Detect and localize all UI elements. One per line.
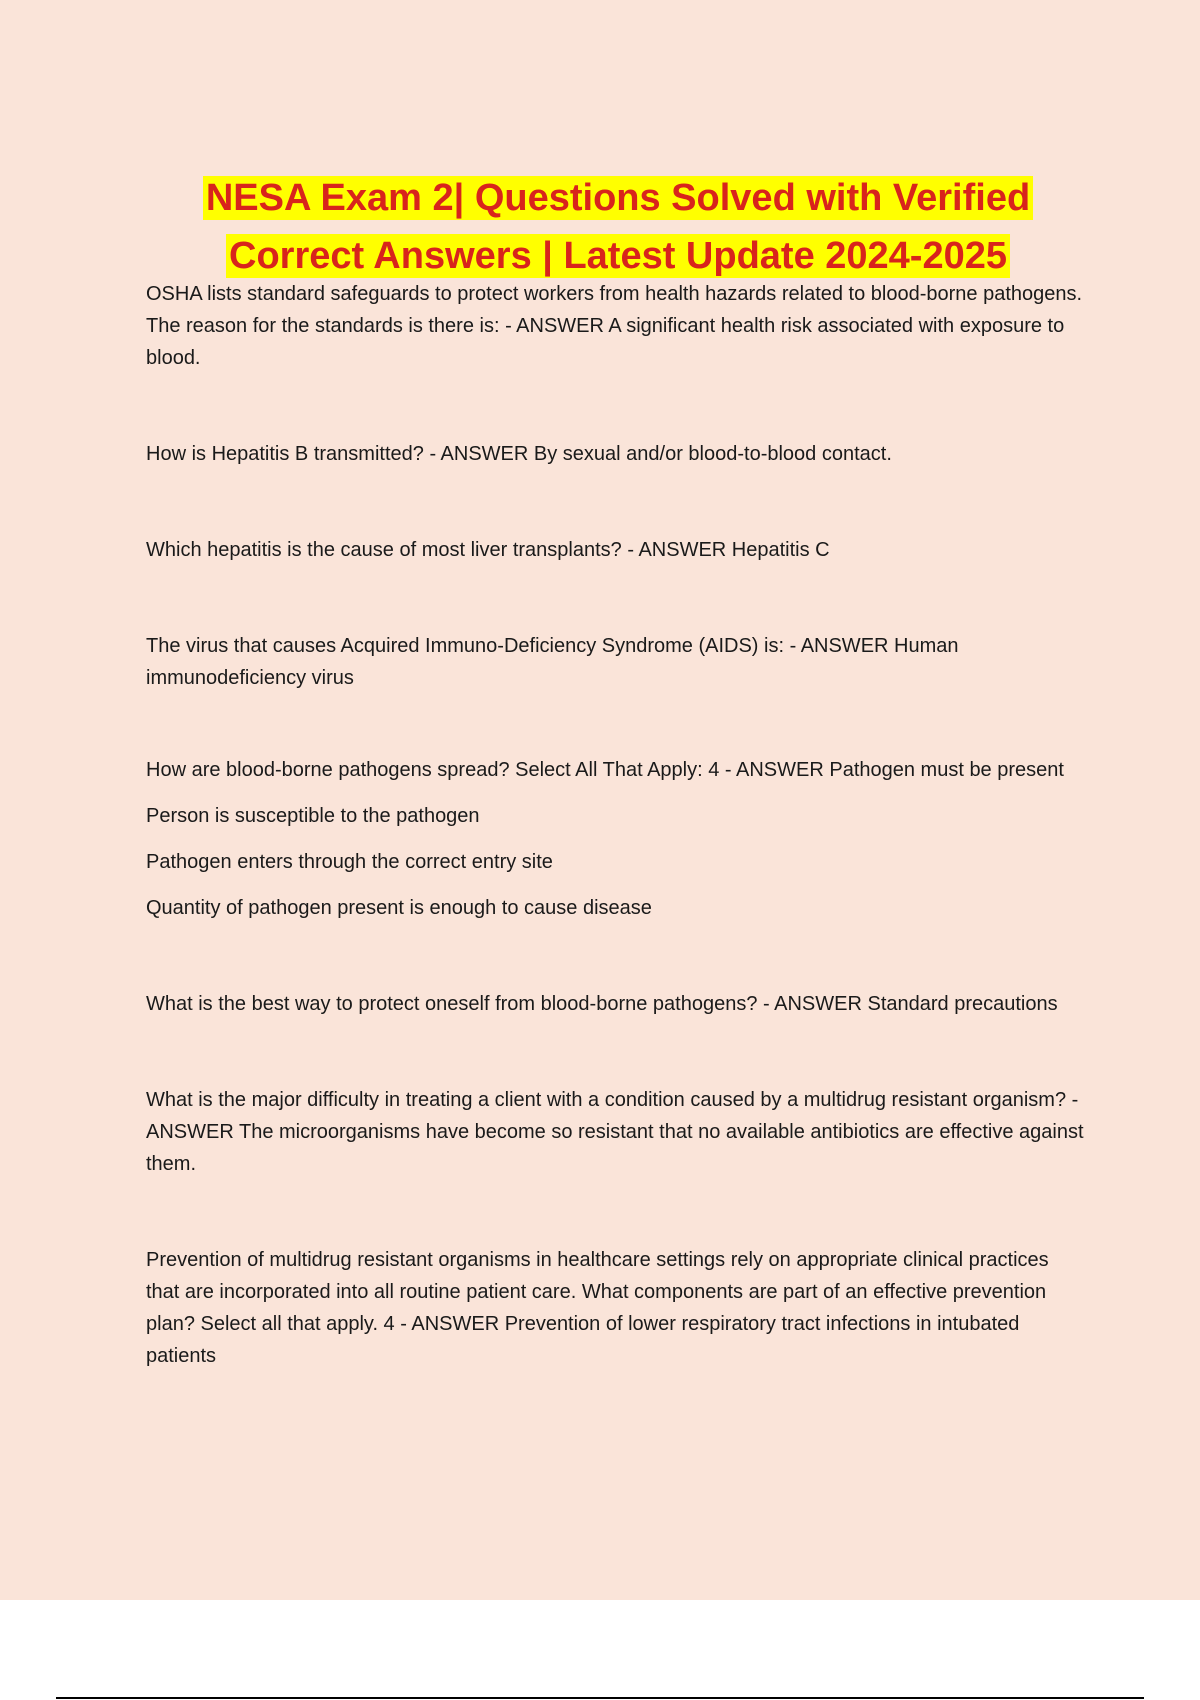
answer-continuation: Person is susceptible to the pathogen: [146, 805, 480, 827]
question-item: How are blood-borne pathogens spread? Select All That Apply: 4 - ANSWER Pathogen must be present: [146, 759, 1064, 781]
document-title: [0, 169, 1200, 285]
question-item: OSHA lists standard safeguards to protect workers from health hazards related to blood-borne pathogens. The reason for the standards is there is: - ANSWER A significant health risk associated with exposure to blood.: [146, 283, 1083, 369]
title-line-1: NESA Exam 2| Questions Solved with Verified: [203, 176, 1033, 220]
answer-continuation: Pathogen enters through the correct entry site: [146, 851, 553, 873]
title-line-2: Correct Answers | Latest Update 2024-2025: [226, 234, 1010, 278]
question-item: Which hepatitis is the cause of most liver transplants? - ANSWER Hepatitis C: [146, 539, 830, 561]
question-item: How is Hepatitis B transmitted? - ANSWER By sexual and/or blood-to-blood contact.: [146, 443, 892, 465]
question-item: What is the best way to protect oneself from blood-borne pathogens? - ANSWER Standard precautions: [146, 993, 1058, 1015]
question-list: [146, 278, 1086, 1372]
answer-continuation: Quantity of pathogen present is enough to cause disease: [146, 897, 652, 919]
footer-divider: [56, 1697, 1144, 1699]
question-item: Prevention of multidrug resistant organisms in healthcare settings rely on appropriate clinical practices that are incorporated into all routine patient care. What components are part of an effective prevention plan? Select all that apply. 4 - ANSWER Prevention of lower respiratory tract infections in intubated patients: [146, 1249, 1049, 1367]
question-item: The virus that causes Acquired Immuno-Deficiency Syndrome (AIDS) is: - ANSWER Human immunodeficiency virus: [146, 635, 959, 689]
question-item: What is the major difficulty in treating a client with a condition caused by a multidrug resistant organism? - ANSWER The microorganisms have become so resistant that no available antibiotics are effective against them.: [146, 1089, 1084, 1175]
